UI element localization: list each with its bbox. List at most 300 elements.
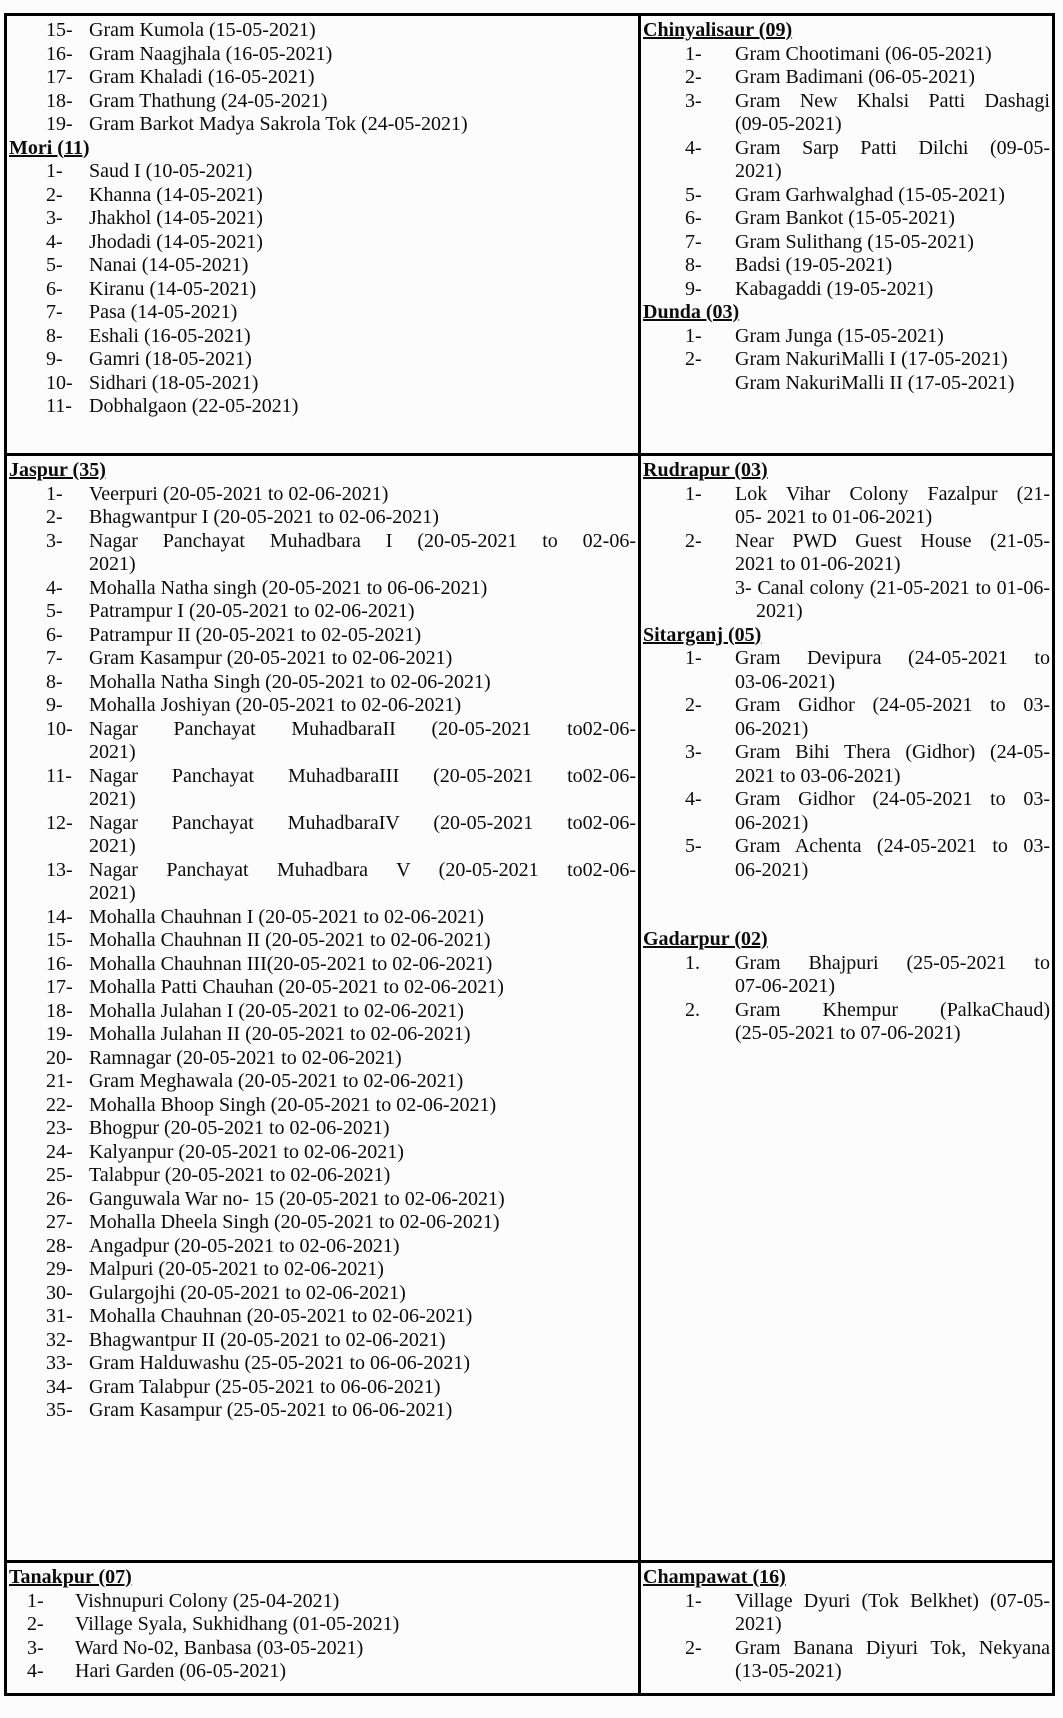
district-header: Tanakpur (07)	[9, 1566, 132, 1588]
list-item	[685, 230, 1050, 255]
table-cell-left	[7, 1563, 641, 1693]
list-item	[685, 1589, 1050, 1637]
item-text: Dobhalgaon (22-05-2021)	[89, 395, 299, 417]
item-number: 3-	[46, 529, 63, 552]
item-text: Gram NakuriMalli I (17-05-2021)	[735, 348, 1008, 370]
list-item	[46, 371, 636, 396]
list-item	[27, 1636, 636, 1661]
item-text: 06-2021)	[735, 858, 809, 881]
item-text: Mohalla Natha Singh (20-05-2021 to 02-06-2021)	[89, 670, 491, 693]
item-number: 1-	[685, 647, 702, 669]
item-text: Gram Bhajpuri (25-05-2021 to	[735, 951, 1050, 974]
item-number: 27-	[46, 1211, 73, 1233]
list-item	[46, 694, 636, 718]
district-header: Mori (11)	[9, 136, 90, 159]
district-section	[643, 301, 1050, 395]
item-number: 11-	[46, 764, 72, 787]
item-text: Mohalla Joshiyan (20-05-2021 to 02-06-2021)	[89, 694, 462, 716]
item-text: Nanai (14-05-2021)	[89, 254, 249, 276]
list-item	[735, 577, 1050, 624]
item-text: 2021)	[89, 788, 136, 810]
item-text: Gram Bankot (15-05-2021)	[735, 207, 955, 229]
item-number: 8-	[685, 254, 702, 276]
item-text-line	[735, 325, 1050, 349]
item-number: 7-	[46, 301, 63, 323]
item-number: 35-	[46, 1399, 73, 1421]
item-text: Ramnagar (20-05-2021 to 02-06-2021)	[89, 1046, 402, 1069]
item-text: Gram Kumola (15-05-2021)	[89, 19, 316, 41]
item-text: Nagar Panchayat Muhadbara V (20-05-2021 to02-06-	[89, 858, 636, 881]
list-item	[46, 66, 636, 90]
item-text: Saud I (10-05-2021)	[89, 160, 253, 182]
item-text: Eshali (16-05-2021)	[89, 324, 251, 347]
item-text: Kalyanpur (20-05-2021 to 02-06-2021)	[89, 1140, 404, 1163]
item-number: 8-	[46, 324, 63, 347]
list-item	[46, 19, 636, 43]
item-number: 2-	[685, 66, 702, 88]
item-text-line	[89, 553, 636, 577]
item-number: 10-	[46, 717, 73, 740]
list-item	[46, 348, 636, 372]
list-item	[46, 324, 636, 349]
list-item	[685, 89, 1050, 137]
item-number: 21-	[46, 1070, 73, 1092]
item-number: 1.	[685, 951, 700, 974]
table-row	[7, 1560, 1052, 1693]
item-text: Gram Khempur (PalkaChaud)	[735, 998, 1050, 1021]
item-number: 15-	[46, 19, 73, 41]
item-text-line	[89, 395, 636, 419]
list-item	[46, 529, 636, 577]
item-text-line	[735, 952, 1050, 976]
item-number: 3-	[27, 1636, 44, 1659]
list-item	[46, 506, 636, 530]
item-number: 5-	[46, 600, 63, 622]
item-number: 7-	[46, 647, 63, 669]
district-header: Gadarpur (02)	[643, 928, 768, 950]
list-item	[46, 1234, 636, 1259]
item-text: Angadpur (20-05-2021 to 02-06-2021)	[89, 1234, 400, 1257]
list-item	[46, 1352, 636, 1376]
list-item	[46, 999, 636, 1024]
item-number: 17-	[46, 976, 73, 998]
item-text: 06-2021)	[735, 717, 809, 740]
item-text-line	[89, 1141, 636, 1165]
district-section	[643, 459, 1050, 624]
item-text: Kiranu (14-05-2021)	[89, 277, 257, 300]
list-item	[685, 1636, 1050, 1684]
item-number: 6-	[46, 623, 63, 646]
list-item	[685, 647, 1050, 694]
item-number: 1-	[46, 160, 63, 182]
item-text-line	[89, 600, 636, 624]
item-number: 1-	[685, 482, 702, 505]
item-text: Mohalla Dheela Singh (20-05-2021 to 02-06-2021)	[89, 1211, 500, 1233]
item-text: (13-05-2021)	[735, 1660, 842, 1682]
item-text: Bhagwantpur II (20-05-2021 to 02-06-2021)	[89, 1328, 446, 1351]
item-text: Bhogpur (20-05-2021 to 02-06-2021)	[89, 1117, 390, 1139]
item-text-line	[735, 671, 1050, 695]
list-item	[46, 1399, 636, 1423]
item-text: Village Dyuri (Tok Belkhet) (07-05-	[735, 1589, 1050, 1612]
item-text: Gram Gidhor (24-05-2021 to 03-	[735, 788, 1050, 810]
list-item	[46, 764, 636, 812]
item-text: 2021)	[89, 741, 136, 763]
item-number: 13-	[46, 858, 73, 881]
item-number: 5-	[46, 254, 63, 276]
item-text: Gram Naagjhala (16-05-2021)	[89, 42, 333, 65]
item-number: 18-	[46, 999, 73, 1022]
item-text-line	[89, 113, 636, 137]
item-text-line	[735, 999, 1050, 1023]
item-text: Ward No-02, Banbasa (03-05-2021)	[75, 1636, 364, 1659]
list-item	[46, 905, 636, 930]
item-text-line	[89, 254, 636, 278]
item-text-line	[89, 530, 636, 554]
item-number: 2-	[46, 506, 63, 528]
district-section	[643, 19, 1050, 301]
item-text: Gram Sarp Patti Dilchi (09-05-	[735, 136, 1050, 159]
item-text: Gram Khaladi (16-05-2021)	[89, 66, 315, 88]
item-text-line	[756, 600, 1050, 624]
item-text: Veerpuri (20-05-2021 to 02-06-2021)	[89, 482, 389, 505]
list-item	[46, 207, 636, 231]
item-text-line	[89, 66, 636, 90]
item-text: Ganguwala War no- 15 (20-05-2021 to 02-06-2021)	[89, 1187, 505, 1210]
list-item	[685, 207, 1050, 231]
item-text: Mohalla Patti Chauhan (20-05-2021 to 02-06-2021)	[89, 976, 504, 998]
item-text-line	[89, 1117, 636, 1141]
district-section	[643, 928, 1050, 1046]
item-text-line	[735, 835, 1050, 859]
item-text-line	[735, 765, 1050, 789]
item-number: 8-	[46, 670, 63, 693]
list-item	[46, 89, 636, 114]
item-text-line	[735, 718, 1050, 742]
list-item	[46, 183, 636, 208]
district-section	[9, 137, 636, 419]
item-text-line	[89, 906, 636, 930]
item-text: Gram NakuriMalli II (17-05-2021)	[735, 371, 1015, 394]
list-item	[685, 277, 1050, 302]
list-item	[46, 670, 636, 695]
table-cell-left	[7, 16, 641, 453]
item-text-line	[89, 1282, 636, 1306]
item-number: 29-	[46, 1258, 73, 1280]
district-section	[9, 1566, 636, 1684]
item-text: Patrampur II (20-05-2021 to 02-05-2021)	[89, 623, 422, 646]
item-number: 4-	[46, 576, 63, 599]
list-item	[46, 1117, 636, 1141]
item-text-line	[735, 788, 1050, 812]
item-text: Mohalla Julahan I (20-05-2021 to 02-06-2021)	[89, 999, 464, 1022]
list-item	[685, 998, 1050, 1046]
item-number: 6-	[46, 277, 63, 300]
item-text: Mohalla Chauhnan I (20-05-2021 to 02-06-2021)	[89, 905, 484, 928]
item-text-line	[89, 348, 636, 372]
item-text: 07-06-2021)	[735, 975, 835, 997]
list-item	[46, 1093, 636, 1118]
district-section	[9, 459, 636, 1423]
district-header: Chinyalisaur (09)	[643, 19, 793, 41]
item-text: Vishnupuri Colony (25-04-2021)	[75, 1589, 340, 1612]
list-item	[46, 395, 636, 419]
item-text: Gram Halduwashu (25-05-2021 to 06-06-2021)	[89, 1352, 471, 1374]
item-text: 2021)	[89, 553, 136, 575]
list-item	[46, 1375, 636, 1400]
item-text-line	[89, 1235, 636, 1259]
item-text: Gram Talabpur (25-05-2021 to 06-06-2021)	[89, 1375, 441, 1398]
item-text: 05- 2021 to 01-06-2021)	[735, 506, 933, 528]
item-text-line	[89, 718, 636, 742]
item-number: 26-	[46, 1187, 73, 1210]
item-text-line	[735, 231, 1050, 255]
item-text: 2021 to 03-06-2021)	[735, 764, 901, 787]
item-text: Gram Sulithang (15-05-2021)	[735, 230, 974, 253]
item-text-line	[735, 1022, 1050, 1046]
item-text-line	[735, 43, 1050, 67]
table-cell-left	[7, 456, 641, 1560]
item-text-line	[89, 1258, 636, 1282]
list-item	[46, 717, 636, 765]
list-item	[46, 811, 636, 859]
list-item	[46, 301, 636, 325]
item-text: Mohalla Julahan II (20-05-2021 to 02-06-2021)	[89, 1023, 471, 1045]
item-text: Pasa (14-05-2021)	[89, 301, 238, 323]
item-text: Patrampur I (20-05-2021 to 02-06-2021)	[89, 600, 415, 622]
item-number: 9-	[46, 348, 63, 370]
list-item	[685, 788, 1050, 835]
item-number: 1-	[685, 324, 702, 347]
item-text-line	[89, 1023, 636, 1047]
item-text: Gram Junga (15-05-2021)	[735, 324, 944, 347]
item-text: Gamri (18-05-2021)	[89, 348, 252, 370]
list-item	[685, 348, 1050, 372]
item-text: Nagar Panchayat MuhadbaraIV (20-05-2021 to02-06-	[89, 811, 636, 834]
item-number: 1-	[685, 1589, 702, 1612]
item-text-line	[735, 90, 1050, 114]
item-number: 2-	[685, 1636, 702, 1659]
item-text-line	[89, 1211, 636, 1235]
item-number: 33-	[46, 1352, 73, 1374]
item-number: 5-	[685, 835, 702, 857]
item-text: Nagar Panchayat MuhadbaraIII (20-05-2021 to02-06-	[89, 764, 636, 787]
item-text-line	[735, 1660, 1050, 1684]
list-item	[685, 66, 1050, 90]
item-text-line	[735, 506, 1050, 530]
list-item	[685, 254, 1050, 278]
item-text-line	[89, 765, 636, 789]
item-text-line	[735, 1613, 1050, 1637]
item-text: 2021)	[756, 600, 803, 622]
item-text-line	[75, 1590, 636, 1614]
item-text-line	[735, 348, 1050, 372]
list-item	[46, 254, 636, 278]
item-text: 2021)	[89, 882, 136, 904]
item-text-line	[735, 812, 1050, 836]
item-text: Mohalla Natha singh (20-05-2021 to 06-06-2021)	[89, 576, 488, 599]
list-item	[46, 113, 636, 137]
list-item	[685, 951, 1050, 999]
item-text: Malpuri (20-05-2021 to 02-06-2021)	[89, 1258, 384, 1280]
table-cell-right	[641, 456, 1052, 1560]
item-text-line	[89, 325, 636, 349]
item-number: 7-	[685, 230, 702, 253]
item-text: Gram Garhwalghad (15-05-2021)	[735, 183, 1005, 206]
item-text: Gulargojhi (20-05-2021 to 02-06-2021)	[89, 1281, 406, 1304]
item-text-line	[89, 1329, 636, 1353]
list-item	[46, 952, 636, 977]
item-number: 9-	[46, 694, 63, 716]
item-text-line	[89, 647, 636, 671]
item-text-line	[89, 929, 636, 953]
item-number: 2-	[46, 183, 63, 206]
item-number: 10-	[46, 371, 73, 394]
item-text-line	[735, 975, 1050, 999]
item-number: 4-	[685, 788, 702, 810]
list-item	[685, 482, 1050, 530]
item-number: 16-	[46, 952, 73, 975]
list-item	[27, 1589, 636, 1614]
item-number: 2-	[685, 529, 702, 552]
list-item	[46, 623, 636, 648]
item-text: Mohalla Chauhnan III(20-05-2021 to 02-06-2021)	[89, 952, 493, 975]
item-number: 6-	[685, 207, 702, 229]
item-number: 17-	[46, 66, 73, 88]
item-text: Gram Chootimani (06-05-2021)	[735, 42, 992, 65]
item-number: 14-	[46, 905, 73, 928]
item-text: Gram Badimani (06-05-2021)	[735, 66, 975, 88]
item-text-line	[735, 254, 1050, 278]
item-text: Nagar Panchayat Muhadbara I (20-05-2021 to 02-06-	[89, 529, 636, 552]
item-text: Gram Banana Diyuri Tok, Nekyana	[735, 1636, 1050, 1659]
item-text-line	[735, 694, 1050, 718]
item-text-line	[89, 160, 636, 184]
item-number: 20-	[46, 1046, 73, 1069]
item-number: 34-	[46, 1375, 73, 1398]
item-number: 24-	[46, 1140, 73, 1163]
list-item	[685, 42, 1050, 67]
item-number: 1-	[27, 1589, 44, 1612]
item-number: 4-	[46, 230, 63, 253]
item-number: 4-	[27, 1660, 44, 1682]
item-text: Bhagwantpur I (20-05-2021 to 02-06-2021)	[89, 506, 439, 528]
item-text-line	[735, 1637, 1050, 1661]
item-text: Near PWD Guest House (21-05-	[735, 529, 1050, 552]
item-number: 2-	[685, 694, 702, 716]
item-text: (09-05-2021)	[735, 113, 842, 135]
item-number: 2-	[685, 348, 702, 370]
item-text-line	[89, 1305, 636, 1329]
item-text-line	[735, 278, 1050, 302]
item-number: 31-	[46, 1305, 73, 1327]
item-text-line	[89, 1047, 636, 1071]
item-text-line	[89, 953, 636, 977]
item-text: 06-2021)	[735, 811, 809, 834]
district-header: Dunda (03)	[643, 301, 740, 323]
item-number: 1-	[46, 482, 63, 505]
item-text: Nagar Panchayat MuhadbaraII (20-05-2021 to02-06-	[89, 717, 636, 740]
item-text: Jhakhol (14-05-2021)	[89, 207, 263, 229]
item-text-line	[89, 1000, 636, 1024]
item-text: Hari Garden (06-05-2021)	[75, 1660, 287, 1682]
list-item	[735, 372, 1050, 396]
item-text-line	[75, 1613, 636, 1637]
item-text-line	[89, 184, 636, 208]
item-text-line	[735, 553, 1050, 577]
table-cell-right	[641, 16, 1052, 453]
table-row	[7, 453, 1052, 1560]
list-item	[46, 1258, 636, 1282]
item-number: 25-	[46, 1164, 73, 1186]
item-text: Badsi (19-05-2021)	[735, 254, 893, 276]
item-number: 2-	[27, 1613, 44, 1635]
item-text: Gram Barkot Madya Sakrola Tok (24-05-2021)	[89, 113, 468, 135]
item-text: 03-06-2021)	[735, 670, 835, 693]
item-number: 18-	[46, 89, 73, 112]
item-text: Mohalla Bhoop Singh (20-05-2021 to 02-06-2021)	[89, 1093, 497, 1116]
list-item	[46, 1305, 636, 1329]
item-number: 19-	[46, 1023, 73, 1045]
item-text: Jhodadi (14-05-2021)	[89, 230, 263, 253]
item-text-line	[89, 741, 636, 765]
item-text-line	[735, 859, 1050, 883]
item-text: Khanna (14-05-2021)	[89, 183, 263, 206]
list-item	[46, 160, 636, 184]
list-item	[685, 529, 1050, 577]
item-text-line	[735, 647, 1050, 671]
list-item	[46, 42, 636, 67]
item-text-line	[89, 231, 636, 255]
item-text: 2021)	[735, 1613, 782, 1635]
district-header: Sitarganj (05)	[643, 623, 762, 646]
item-text: Mohalla Chauhnan II (20-05-2021 to 02-06-2021)	[89, 929, 491, 951]
district-section	[643, 624, 1050, 883]
item-text: Gram Bihi Thera (Gidhor) (24-05-	[735, 741, 1050, 763]
item-text-line	[89, 207, 636, 231]
item-text-line	[89, 859, 636, 883]
item-text: (25-05-2021 to 07-06-2021)	[735, 1022, 961, 1044]
item-number: 23-	[46, 1117, 73, 1139]
item-text-line	[735, 372, 1050, 396]
item-text: Mohalla Chauhnan (20-05-2021 to 02-06-2021)	[89, 1305, 473, 1327]
item-text: Lok Vihar Colony Fazalpur (21-	[735, 482, 1050, 505]
item-text-line	[75, 1637, 636, 1661]
list-item	[46, 1211, 636, 1235]
item-text-line	[75, 1660, 636, 1684]
item-text-line	[735, 483, 1050, 507]
list-item	[27, 1613, 636, 1637]
item-number: 9-	[685, 277, 702, 300]
item-text: Kabagaddi (19-05-2021)	[735, 277, 934, 300]
item-text-line	[735, 160, 1050, 184]
list-item	[685, 835, 1050, 882]
district-header: Rudrapur (03)	[643, 459, 768, 481]
item-text: Sidhari (18-05-2021)	[89, 371, 259, 394]
item-text-line	[89, 1094, 636, 1118]
item-number: 3-	[735, 576, 752, 599]
item-text-line	[89, 1399, 636, 1423]
item-text: Gram Gidhor (24-05-2021 to 03-	[735, 694, 1050, 716]
item-text-line	[89, 301, 636, 325]
item-text-line	[89, 372, 636, 396]
item-number: 1-	[685, 42, 702, 65]
item-text-line	[89, 976, 636, 1000]
item-number: 3-	[46, 207, 63, 229]
item-number: 11-	[46, 395, 72, 417]
item-text: Gram Achenta (24-05-2021 to 03-	[735, 835, 1050, 857]
item-text-line	[89, 43, 636, 67]
